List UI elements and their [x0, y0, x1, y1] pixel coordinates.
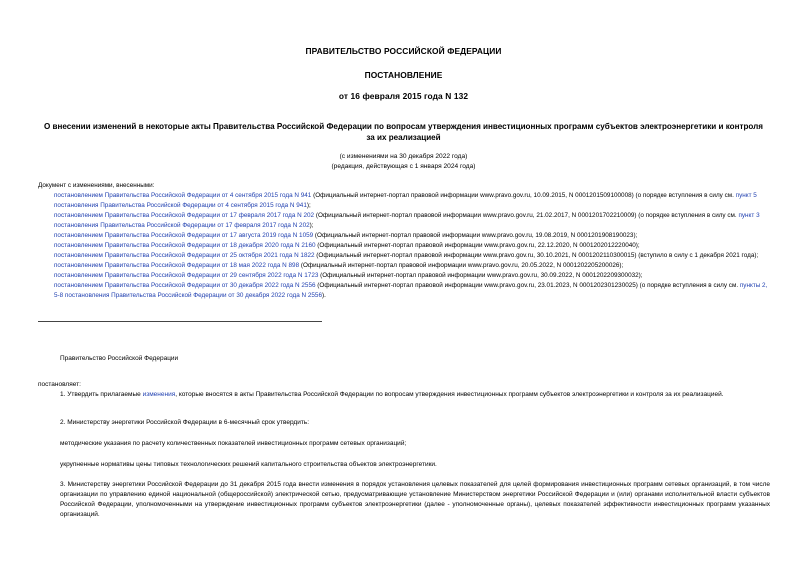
decrees-text: постановляет: — [38, 381, 81, 388]
amendment-link[interactable]: пункты 2, 5-8 постановления Правительства Российской Федерации от 30 декабря 2022 года N 2556 — [54, 282, 768, 299]
paragraph-3 — [38, 480, 770, 520]
paragraph-2-text: 2. Министерству энергетики Российской Федерации в 6-месячный срок утвердить: — [60, 419, 309, 426]
amendment-text: (Официальный интернет-портал правовой информации www.pravo.gov.ru, 10.09.2015, N 0001201509100008) (о порядке вступления в силу см. — [311, 192, 736, 199]
edition-note: (редакция, действующая с 1 января 2024 года) — [331, 163, 476, 170]
document-date-number: от 16 февраля 2015 года N 132 — [338, 91, 469, 101]
paragraph-2a-text: методические указания по расчету количественных показателей инвестиционных программ сетевых организаций; — [60, 440, 407, 447]
changes-link[interactable]: изменения — [142, 391, 176, 398]
amendment-item — [38, 211, 770, 231]
amendment-link[interactable]: постановлением Правительства Российской Федерации от 25 октября 2021 года N 1822 — [54, 252, 315, 259]
paragraph-1 — [38, 390, 770, 400]
amendment-item — [38, 191, 770, 211]
amendment-text: (Официальный интернет-портал правовой информации www.pravo.gov.ru, 21.02.2017, N 0001201702210009) (о порядке вступления в силу см. — [314, 212, 739, 219]
amendment-text: (Официальный интернет-портал правовой информации www.pravo.gov.ru, 23.01.2023, N 0001202301230025) (о порядке вступления в силу см. — [315, 282, 740, 289]
amendment-tail: ). — [321, 292, 326, 299]
amendment-link[interactable]: постановлением Правительства Российской Федерации от 17 февраля 2017 года N 202 — [54, 212, 315, 219]
paragraph-2a — [38, 439, 770, 449]
amendments-intro: Документ с изменениями, внесенными: — [38, 182, 155, 189]
amendment-link[interactable]: постановлением Правительства Российской Федерации от 17 августа 2019 года N 1059 — [54, 232, 314, 239]
decrees-line — [38, 380, 770, 390]
amendment-link[interactable]: постановлением Правительства Российской Федерации от 4 сентября 2015 года N 941 — [54, 192, 312, 199]
document-type-heading: ПОСТАНОВЛЕНИЕ — [364, 70, 443, 80]
amendment-text: (Официальный интернет-портал правовой информации www.pravo.gov.ru, 30.09.2022, N 0001202209300032); — [318, 272, 643, 279]
amendment-link[interactable]: постановлением Правительства Российской Федерации от 30 декабря 2022 года N 2556 — [54, 282, 316, 289]
amendment-item — [38, 271, 770, 281]
amendment-tail: ); — [309, 222, 314, 229]
amendment-text: (Официальный интернет-портал правовой информации www.pravo.gov.ru, 20.05.2022, N 0001202205200026); — [299, 262, 624, 269]
paragraph-3-text: 3. Министерству энергетики Российской Федерации до 31 декабря 2015 года внести изменения в порядок установления целевых показателей для целей формирования инвестиционных программ сетевых организаций, в том числе организации по управлению единой национальной (общероссийской) электрической сетью, предусматривающие установление Министерством энергетики Российской Федерации и (или) органами исполнительной власти субъектов Российской Федерации, уполномоченными на утверждение инвестиционных программ субъектов электроэнергетики (далее - уполномоченные органы), целевых показателей эффективности инвестиционных программ указанных организаций. — [60, 481, 770, 518]
separator-line — [38, 321, 322, 322]
amendment-item — [38, 281, 770, 301]
amendment-link[interactable]: постановлением Правительства Российской Федерации от 18 мая 2022 года N 898 — [54, 262, 300, 269]
paragraph-2b-text: укрупненные нормативы цены типовых технологических решений капитального строительства объектов электроэнергетики. — [60, 461, 437, 468]
amendment-item — [38, 261, 770, 271]
paragraph-2 — [38, 418, 770, 428]
amendment-item — [38, 231, 770, 241]
government-line-text: Правительство Российской Федерации — [60, 355, 179, 362]
amendment-link[interactable]: постановлением Правительства Российской Федерации от 18 декабря 2020 года N 2160 — [54, 242, 316, 249]
amendments-block — [38, 181, 770, 301]
amendment-item — [38, 251, 770, 261]
amendment-link[interactable]: пункт 5 постановления Правительства Российской Федерации от 4 сентября 2015 года N 941 — [54, 192, 757, 209]
amendment-tail: ); — [306, 202, 311, 209]
amendment-link[interactable]: пункт 3 постановления Правительства Российской Федерации от 17 февраля 2017 года N 202 — [54, 212, 760, 229]
amendment-item — [38, 241, 770, 251]
government-line — [38, 354, 770, 364]
amendment-text: (Официальный интернет-портал правовой информации www.pravo.gov.ru, 30.10.2021, N 0001202110300015) (вступило в силу с 1 декабря 2021 года); — [314, 252, 759, 259]
amendment-link[interactable]: постановлением Правительства Российской Федерации от 29 сентября 2022 года N 1723 — [54, 272, 319, 279]
paragraph-2b — [38, 460, 770, 470]
document-title: О внесении изменений в некоторые акты Правительства Российской Федерации по вопросам утверждения инвестиционных программ субъектов электроэнергетики и контроля за их реализацией — [43, 122, 764, 142]
p1-start: 1. Утвердить прилагаемые — [60, 391, 143, 398]
amendment-text: (Официальный интернет-портал правовой информации www.pravo.gov.ru, 22.12.2020, N 0001202012220040); — [315, 242, 640, 249]
p1-end: , которые вносятся в акты Правительства Российской Федерации по вопросам утверждения инвестиционных программ субъектов электроэнергетики и контроля за их реализацией. — [175, 391, 724, 398]
paragraph-1-text — [38, 390, 770, 400]
changes-note: (с изменениями на 30 декабря 2022 года) — [339, 153, 468, 160]
amendment-text: (Официальный интернет-портал правовой информации www.pravo.gov.ru, 19.08.2019, N 0001201908190023); — [313, 232, 638, 239]
government-heading: ПРАВИТЕЛЬСТВО РОССИЙСКОЙ ФЕДЕРАЦИИ — [305, 46, 502, 56]
